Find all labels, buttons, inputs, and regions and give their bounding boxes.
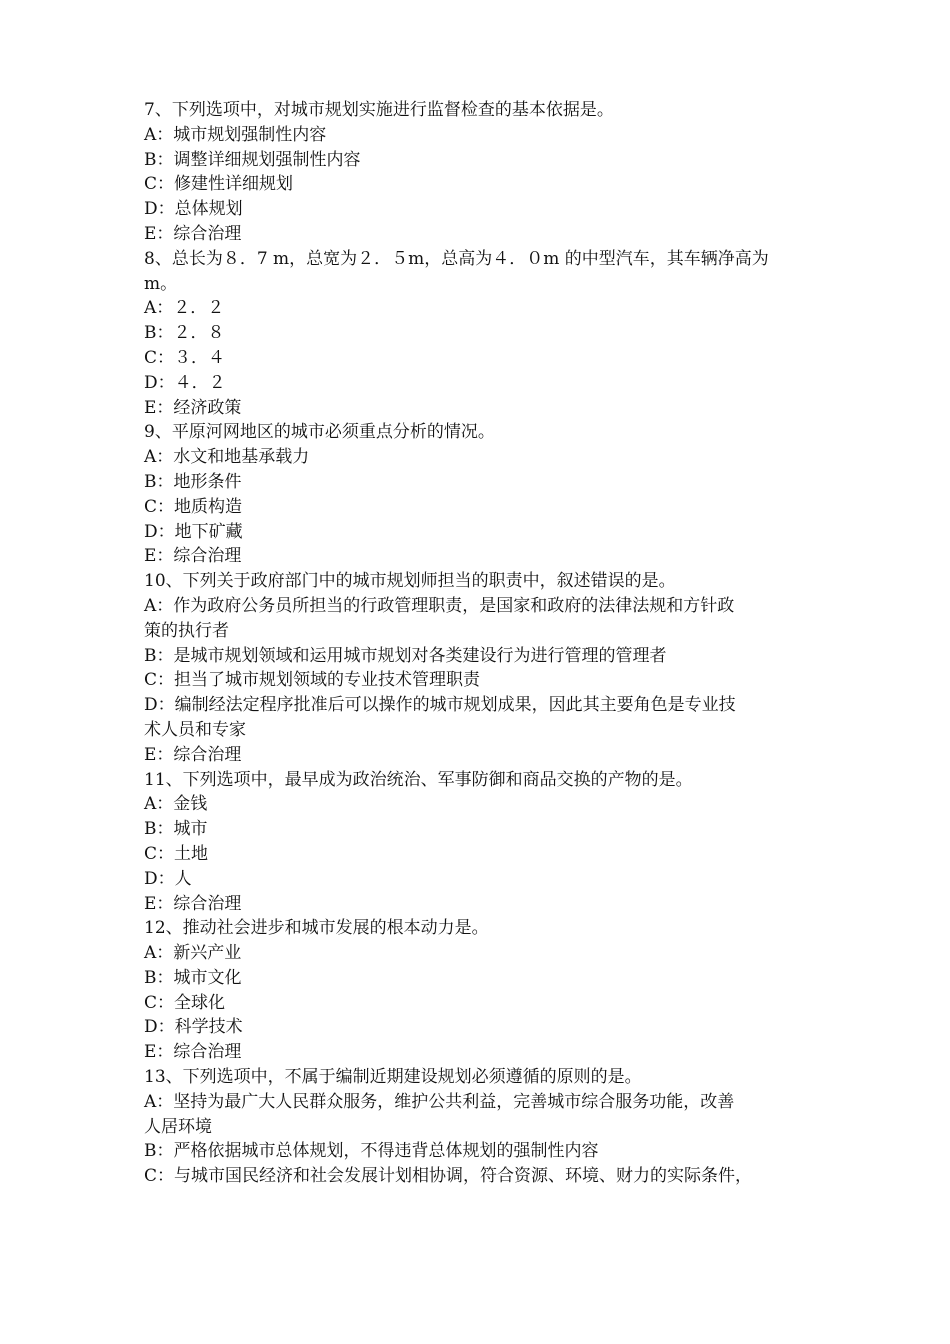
q12-option-a: A：新兴产业: [144, 943, 242, 964]
q12-option-d: D：科学技术: [144, 1017, 243, 1038]
q12-option-b: B：城市文化: [144, 967, 242, 988]
question-8-text: 8、总长为８．7 m，总宽为２．５m，总高为４．０m 的中型汽车，其车辆净高为: [144, 248, 769, 269]
q8-option-c: C：３．４: [144, 347, 226, 368]
question-9-text: 9、平原河网地区的城市必须重点分析的情况。: [144, 422, 495, 443]
q8-option-a: A：２．２: [144, 298, 225, 319]
q13-option-c: C：与城市国民经济和社会发展计划相协调，符合资源、环境、财力的实际条件，: [144, 1166, 753, 1187]
question-11-text: 11、下列选项中，最早成为政治统治、军事防御和商品交换的产物的是。: [144, 769, 693, 790]
q9-option-b: B：地形条件: [144, 471, 242, 492]
q11-option-e: E：综合治理: [144, 893, 242, 914]
q11-option-d: D：人: [144, 868, 192, 889]
q13-option-a-cont: 人居环境: [144, 1116, 212, 1137]
q11-option-c: C：土地: [144, 843, 209, 864]
q9-option-d: D：地下矿藏: [144, 521, 243, 542]
page-content: [144, 98, 814, 1189]
question-13-text: 13、下列选项中，不属于编制近期建设规划必须遵循的原则的是。: [144, 1067, 642, 1088]
q10-option-d: D：编制经法定程序批准后可以操作的城市规划成果，因此其主要角色是专业技: [144, 695, 736, 716]
q10-option-a-cont: 策的执行者: [144, 620, 229, 641]
q7-option-a: A：城市规划强制性内容: [144, 124, 327, 145]
q7-option-c: C：修建性详细规划: [144, 174, 294, 195]
q9-option-e: E：综合治理: [144, 546, 242, 567]
q12-option-e: E：综合治理: [144, 1042, 242, 1063]
q12-option-c: C：全球化: [144, 992, 226, 1013]
q8-option-e: E：经济政策: [144, 397, 242, 418]
q13-option-a: A：坚持为最广大人民群众服务，维护公共利益，完善城市综合服务功能，改善: [144, 1091, 735, 1112]
q8-option-b: B：２．８: [144, 323, 225, 344]
q7-option-d: D：总体规划: [144, 199, 243, 220]
q10-option-d-cont: 术人员和专家: [144, 719, 246, 740]
q9-option-a: A：水文和地基承载力: [144, 447, 310, 468]
question-10-text: 10、下列关于政府部门中的城市规划师担当的职责中，叙述错误的是。: [144, 571, 676, 592]
q10-option-a: A：作为政府公务员所担当的行政管理职责，是国家和政府的法律法规和方针政: [144, 595, 735, 616]
q11-option-b: B：城市: [144, 819, 208, 840]
q9-option-c: C：地质构造: [144, 496, 243, 517]
q10-option-c: C：担当了城市规划领域的专业技术管理职责: [144, 670, 481, 691]
q10-option-e: E：综合治理: [144, 744, 242, 765]
q7-option-e: E：综合治理: [144, 223, 242, 244]
question-7-text: 7、下列选项中，对城市规划实施进行监督检查的基本依据是。: [144, 100, 614, 120]
q13-option-b: B：严格依据城市总体规划，不得违背总体规划的强制性内容: [144, 1141, 599, 1162]
question-8-text-cont: m。: [144, 273, 178, 294]
q7-option-b: B：调整详细规划强制性内容: [144, 149, 361, 170]
q11-option-a: A：金钱: [144, 794, 208, 815]
question-12-text: 12、推动社会进步和城市发展的根本动力是。: [144, 918, 489, 939]
q8-option-d: D：４．２: [144, 372, 226, 393]
q10-option-b: B：是城市规划领域和运用城市规划对各类建设行为进行管理的管理者: [144, 645, 667, 666]
